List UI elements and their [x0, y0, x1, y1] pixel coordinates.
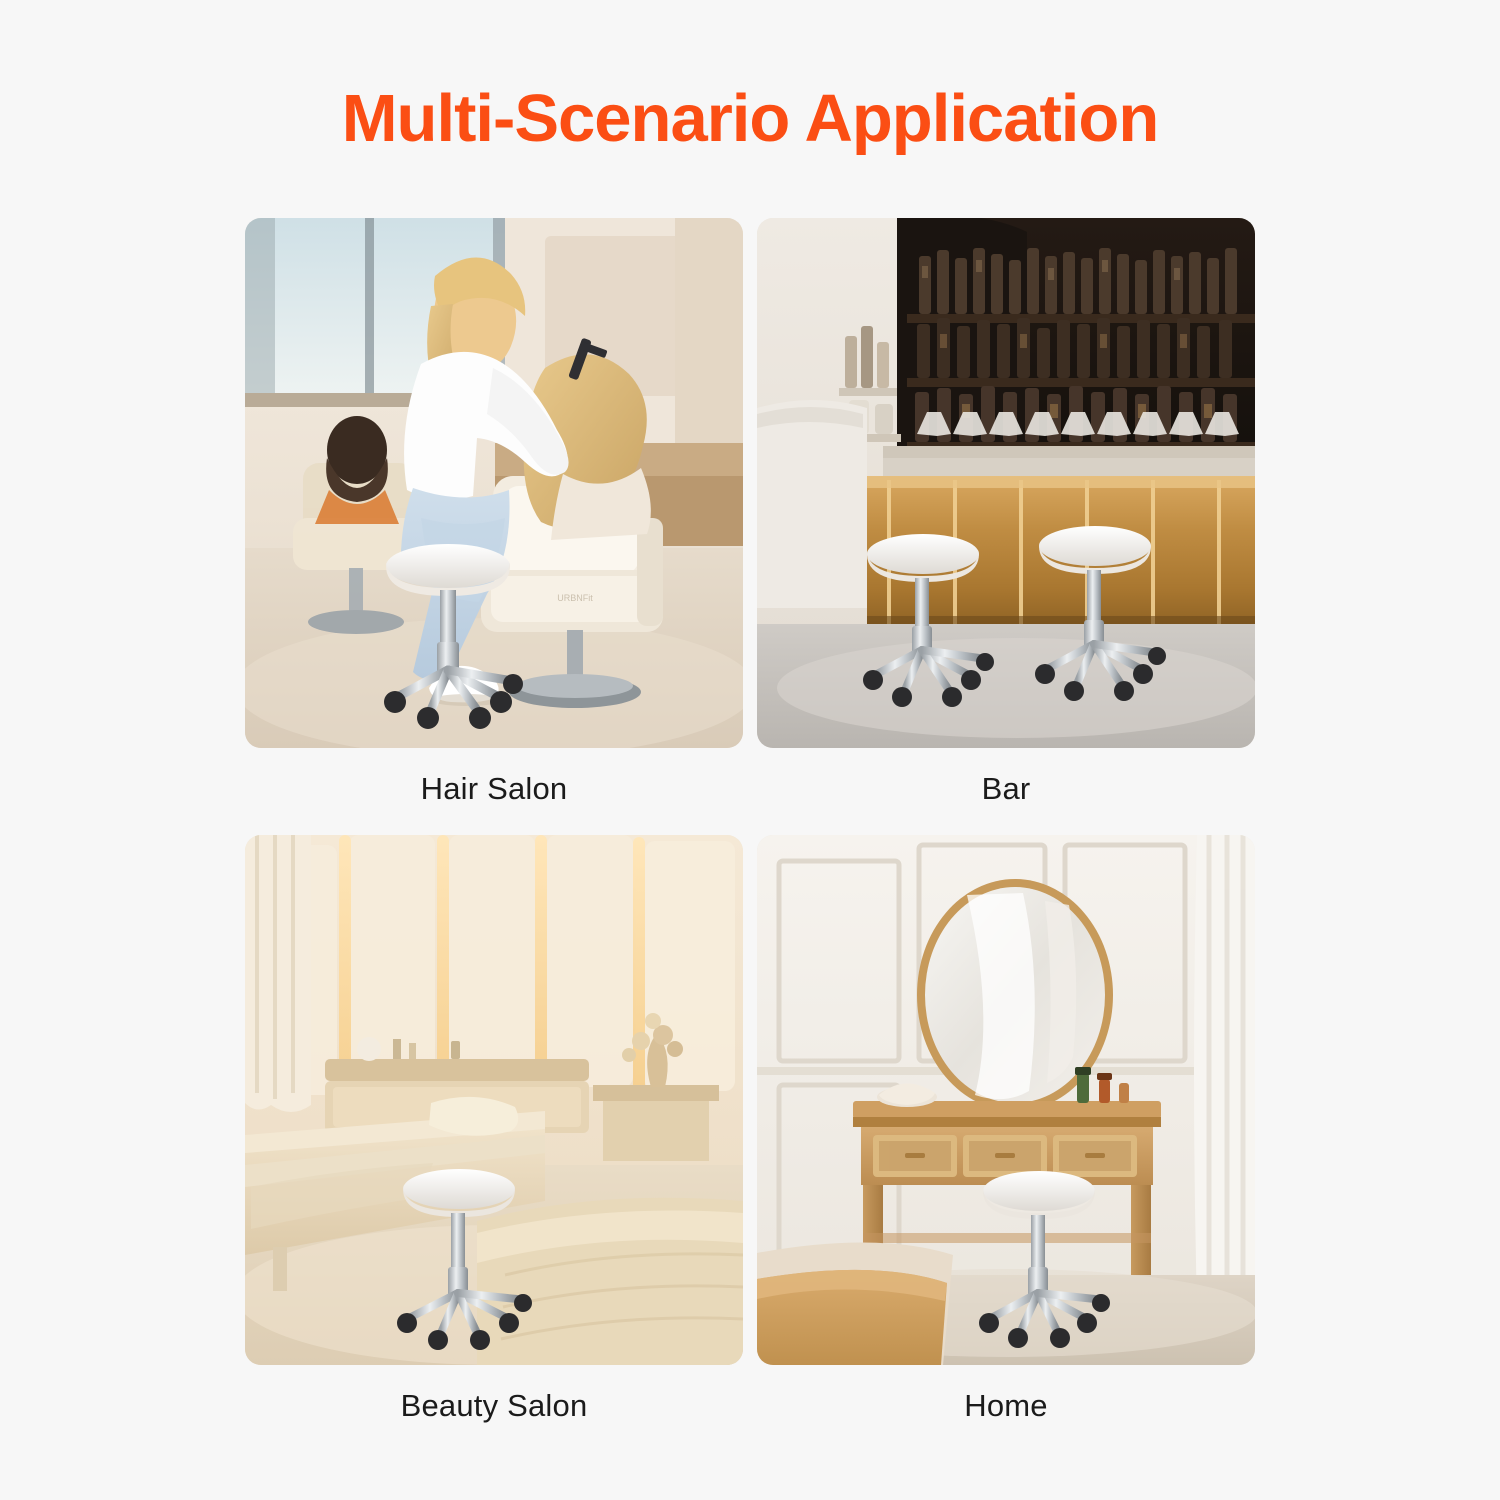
svg-text:URBNFit: URBNFit [557, 592, 593, 603]
hair-salon-illustration [245, 218, 743, 748]
bar-image [757, 218, 1255, 748]
caption-home: Home [964, 1387, 1048, 1423]
home-image [757, 835, 1255, 1365]
beauty-salon-illustration [245, 835, 743, 1365]
beauty-salon-image [245, 835, 743, 1365]
caption-bar: Bar [981, 770, 1031, 806]
page-title: Multi-Scenario Application [341, 81, 1159, 156]
hair-salon-image [245, 218, 743, 748]
bar-illustration [757, 218, 1255, 748]
scenario-card-bar [757, 218, 1255, 831]
scenario-grid [245, 218, 1255, 1448]
scenario-card-beauty-salon [245, 835, 743, 1448]
scenario-card-hair-salon [245, 218, 743, 831]
scenario-card-home [757, 835, 1255, 1448]
home-illustration [757, 835, 1255, 1365]
caption-beauty-salon: Beauty Salon [400, 1387, 588, 1423]
caption-hair-salon: Hair Salon [420, 770, 568, 806]
